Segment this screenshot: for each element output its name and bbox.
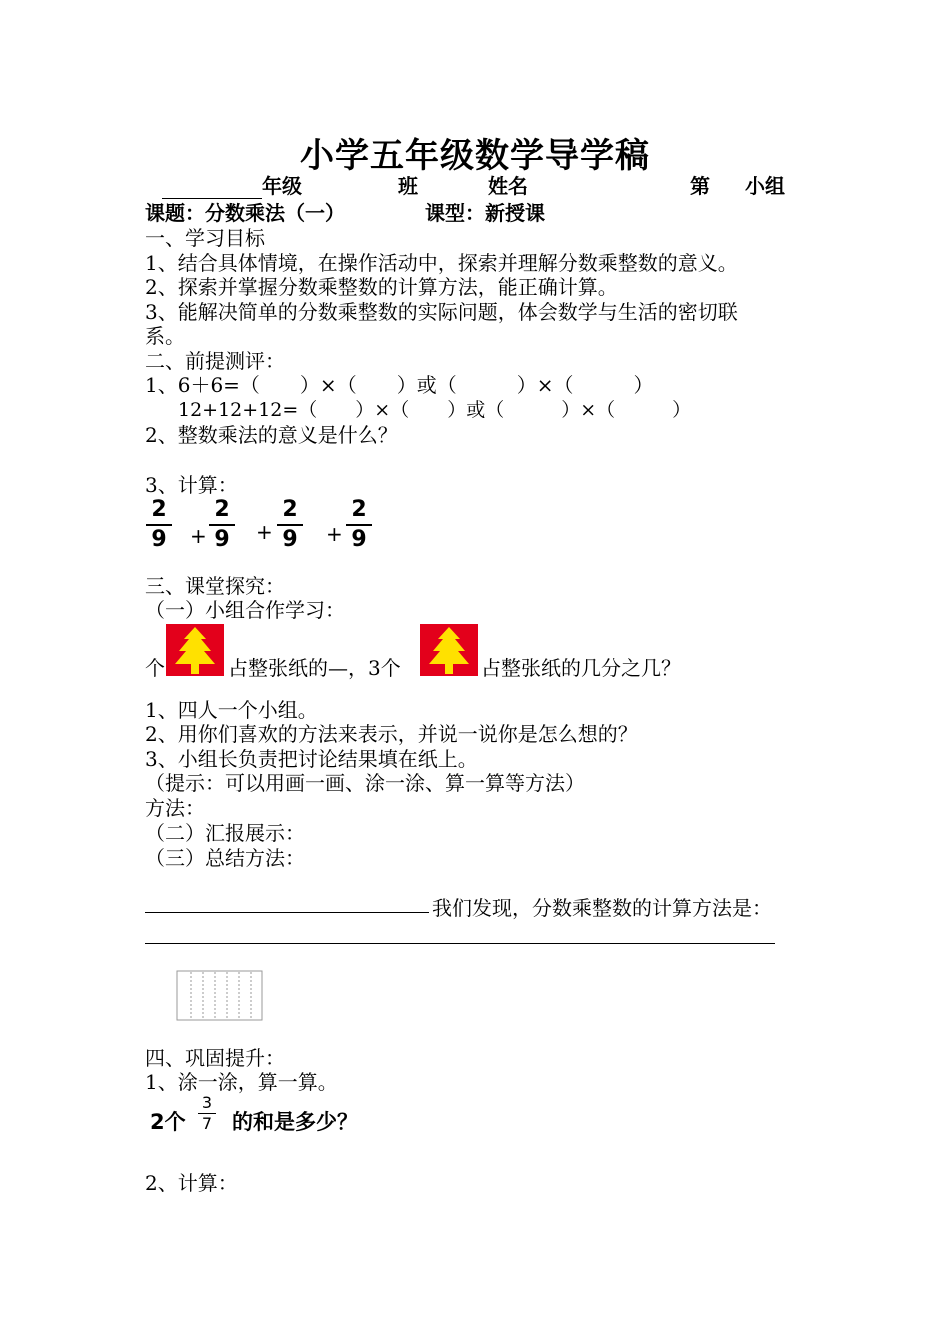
fraction-numerator: 3 xyxy=(201,1093,213,1112)
tree-icon xyxy=(420,624,478,676)
question-3: 3、计算： xyxy=(145,473,238,497)
plus-sign: + xyxy=(326,522,343,546)
section-2-heading: 二、前提测评： xyxy=(145,349,285,373)
fraction-denominator: 9 xyxy=(214,527,230,552)
fraction xyxy=(277,498,303,552)
fraction-denominator: 9 xyxy=(351,527,367,552)
section-3-heading: 三、课堂探究： xyxy=(145,574,285,598)
paper-strip-diagram xyxy=(176,970,264,1026)
goal-item: 2、探索并掌握分数乘整数的计算方法，能正确计算。 xyxy=(145,275,618,299)
fraction-bar xyxy=(209,524,235,526)
hint: （提示：可以用画一画、涂一涂、算一算等方法） xyxy=(145,771,585,795)
tree-icon xyxy=(166,624,224,676)
fraction-bar xyxy=(346,524,372,526)
goal-item: 3、能解决简单的分数乘整数的实际问题，体会数学与生活的密切联 xyxy=(145,300,738,324)
question-text-b: 占整张纸的—，3个 xyxy=(228,656,401,680)
question-2: 2、整数乘法的意义是什么？ xyxy=(145,423,398,447)
fraction-numerator: 2 xyxy=(351,497,367,522)
fraction xyxy=(346,498,372,552)
practice-1: 1、涂一涂，算一算。 xyxy=(145,1070,338,1094)
lesson-type: 课型：新授课 xyxy=(425,201,545,225)
grade-field xyxy=(162,174,302,199)
fraction xyxy=(198,1094,216,1133)
practice-2: 2、计算： xyxy=(145,1171,238,1195)
section-4-heading: 四、巩固提升： xyxy=(145,1046,285,1070)
step-item: 1、四人一个小组。 xyxy=(145,698,318,722)
topic: 课题：分数乘法（一） xyxy=(145,201,345,225)
step-item: 3、小组长负责把讨论结果填在纸上。 xyxy=(145,747,478,771)
fraction-bar xyxy=(277,524,303,526)
fraction-numerator: 2 xyxy=(151,497,167,522)
fraction xyxy=(146,498,172,552)
plus-sign: + xyxy=(190,524,207,548)
step-item: 2、用你们喜欢的方法来表示，并说一说你是怎么想的？ xyxy=(145,722,638,746)
question-text-c: 占整张纸的几分之几？ xyxy=(481,656,681,680)
fraction-numerator: 2 xyxy=(214,497,230,522)
name-label: 姓名 xyxy=(488,174,528,198)
answer-blank xyxy=(145,912,429,913)
question-1a: 1、6＋6=（ ）×（ ）或（ ）×（ ） xyxy=(145,373,654,397)
question-1b: 12+12+12=（ ）×（ ）或（ ）×（ ） xyxy=(178,399,692,421)
discovery-text: 我们发现，分数乘整数的计算方法是： xyxy=(432,896,772,920)
goal-item: 1、结合具体情境，在操作活动中，探索并理解分数乘整数的意义。 xyxy=(145,251,738,275)
section-1-heading: 一、学习目标 xyxy=(145,226,265,250)
group-prefix: 第 xyxy=(690,174,710,198)
subsection-report: （二）汇报展示： xyxy=(145,821,305,845)
group-suffix: 小组 xyxy=(745,174,785,198)
method-label: 方法： xyxy=(145,796,205,820)
fraction-numerator: 2 xyxy=(282,497,298,522)
page-title: 小学五年级数学导学稿 xyxy=(300,136,650,176)
goal-item: 系。 xyxy=(145,324,185,348)
practice-1-suffix: 的和是多少？ xyxy=(232,1110,358,1134)
fraction-denominator: 9 xyxy=(282,527,298,552)
grade-label: 年级 xyxy=(262,174,302,198)
subsection-group-study: （一）小组合作学习： xyxy=(145,598,345,622)
fraction-denominator: 7 xyxy=(201,1114,213,1133)
fraction-denominator: 9 xyxy=(151,527,167,552)
class-label: 班 xyxy=(398,174,418,198)
question-text-a: 个 xyxy=(145,656,165,680)
answer-line xyxy=(145,943,775,944)
plus-sign: + xyxy=(256,520,273,544)
practice-1-prefix: 2个 xyxy=(150,1110,186,1134)
fraction xyxy=(209,498,235,552)
subsection-summary: （三）总结方法： xyxy=(145,846,305,870)
grade-blank xyxy=(162,174,262,199)
fraction-bar xyxy=(146,524,172,526)
